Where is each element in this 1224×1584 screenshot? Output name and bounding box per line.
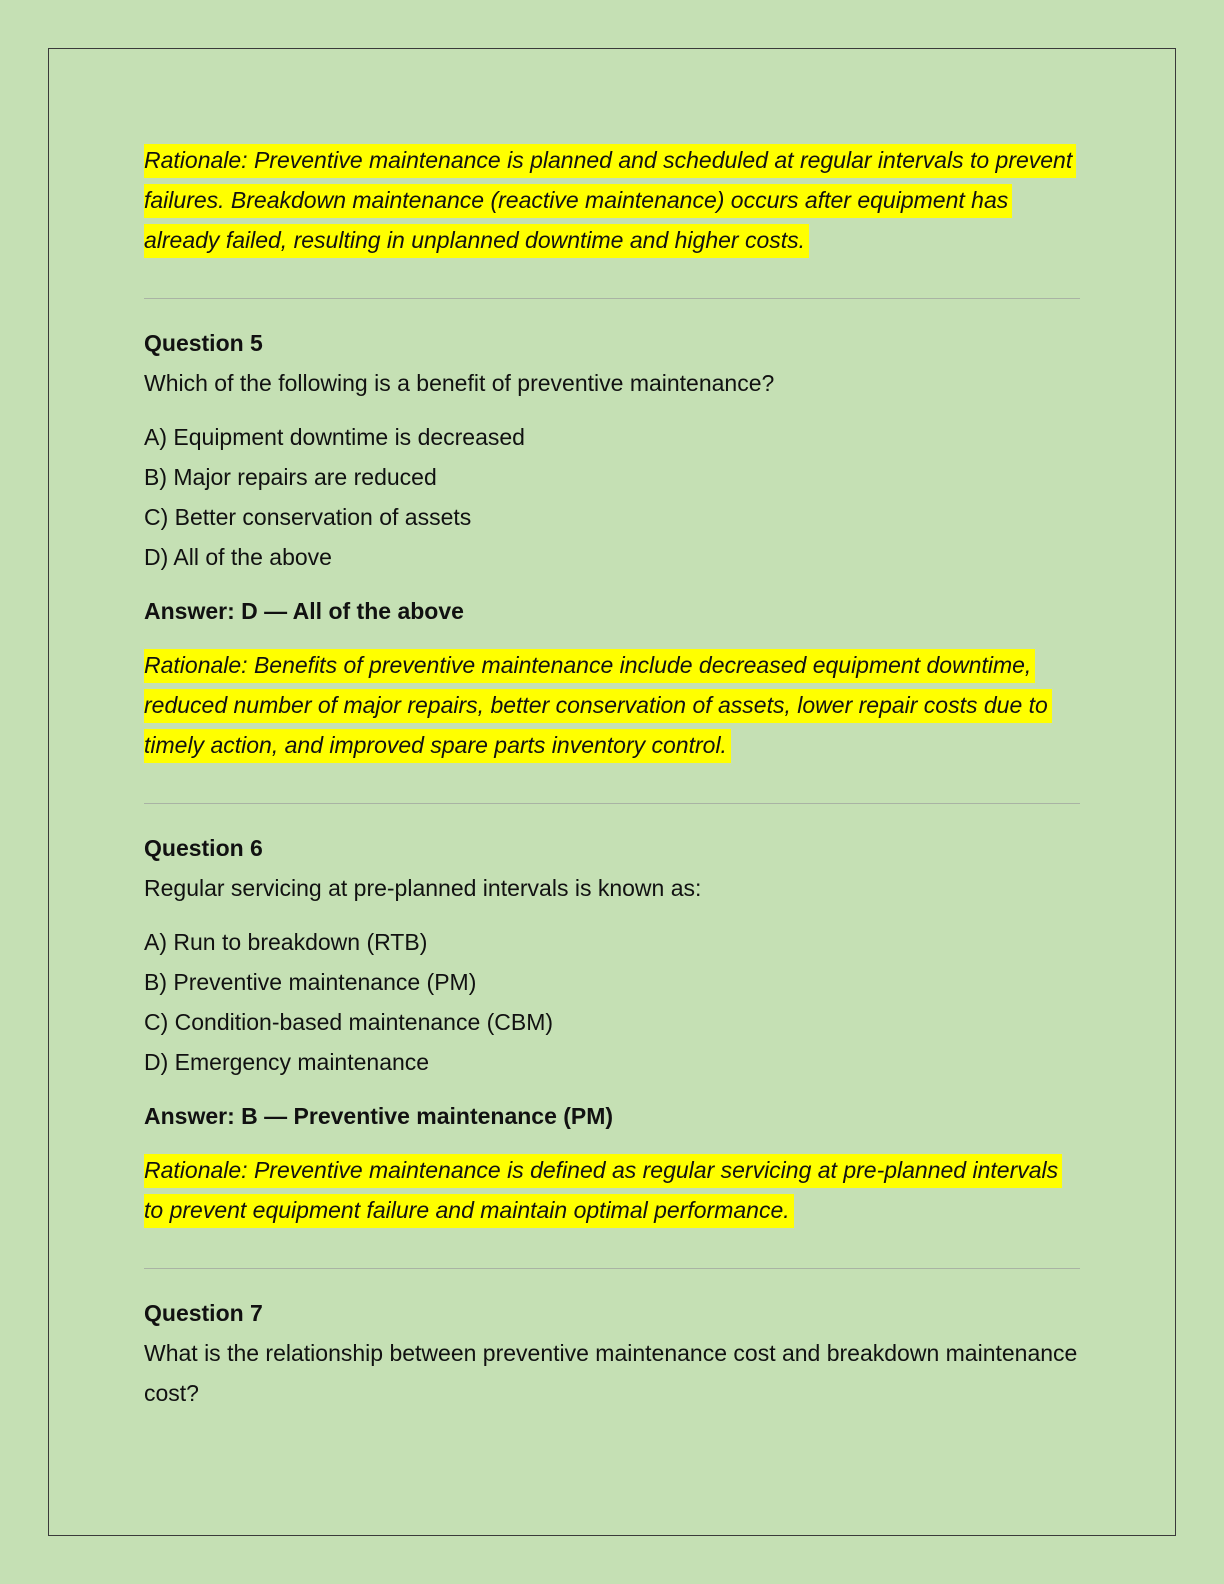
answer: Answer: B — Preventive maintenance (PM) <box>144 1103 614 1129</box>
rationale-q6 <box>144 1150 1080 1230</box>
option-c: C) Better conservation of assets <box>144 504 472 530</box>
option-c: C) Condition-based maintenance (CBM) <box>144 1009 554 1035</box>
question-7 <box>144 1293 1080 1413</box>
rationale-highlight: Rationale: Benefits of preventive maintenance include decreased equipment downtime, reduced number of major repairs, better conservation of assets, lower repair costs due to timely action, and improved spare parts inventory control. <box>144 649 1052 763</box>
rationale-q4 <box>144 140 1080 260</box>
rationale-q5 <box>144 645 1080 765</box>
option-a: A) Run to breakdown (RTB) <box>144 929 428 955</box>
rationale-highlight: Rationale: Preventive maintenance is planned and scheduled at regular intervals to prevent failures. Breakdown maintenance (reactive maintenance) occurs after equipment has already failed, resulting in unplanned downtime and higher costs. <box>144 144 1076 258</box>
options-list <box>144 922 1080 1082</box>
document-content <box>144 140 1080 1413</box>
question-6 <box>144 828 1080 1230</box>
question-text: Which of the following is a benefit of preventive maintenance? <box>144 370 775 396</box>
question-text: What is the relationship between preventive maintenance cost and breakdown maintenance cost? <box>144 1340 1078 1406</box>
option-d: D) Emergency maintenance <box>144 1049 430 1075</box>
question-text: Regular servicing at pre-planned intervals is known as: <box>144 875 702 901</box>
question-heading: Question 6 <box>144 835 263 861</box>
question-5 <box>144 323 1080 765</box>
option-d: D) All of the above <box>144 544 332 570</box>
option-b: B) Major repairs are reduced <box>144 464 437 490</box>
answer: Answer: D — All of the above <box>144 598 464 624</box>
option-b: B) Preventive maintenance (PM) <box>144 969 477 995</box>
question-heading: Question 5 <box>144 330 263 356</box>
option-a: A) Equipment downtime is decreased <box>144 424 525 450</box>
question-heading: Question 7 <box>144 1300 263 1326</box>
rationale-highlight: Rationale: Preventive maintenance is defined as regular servicing at pre-planned intervals to prevent equipment failure and maintain optimal performance. <box>144 1154 1062 1228</box>
options-list <box>144 417 1080 577</box>
